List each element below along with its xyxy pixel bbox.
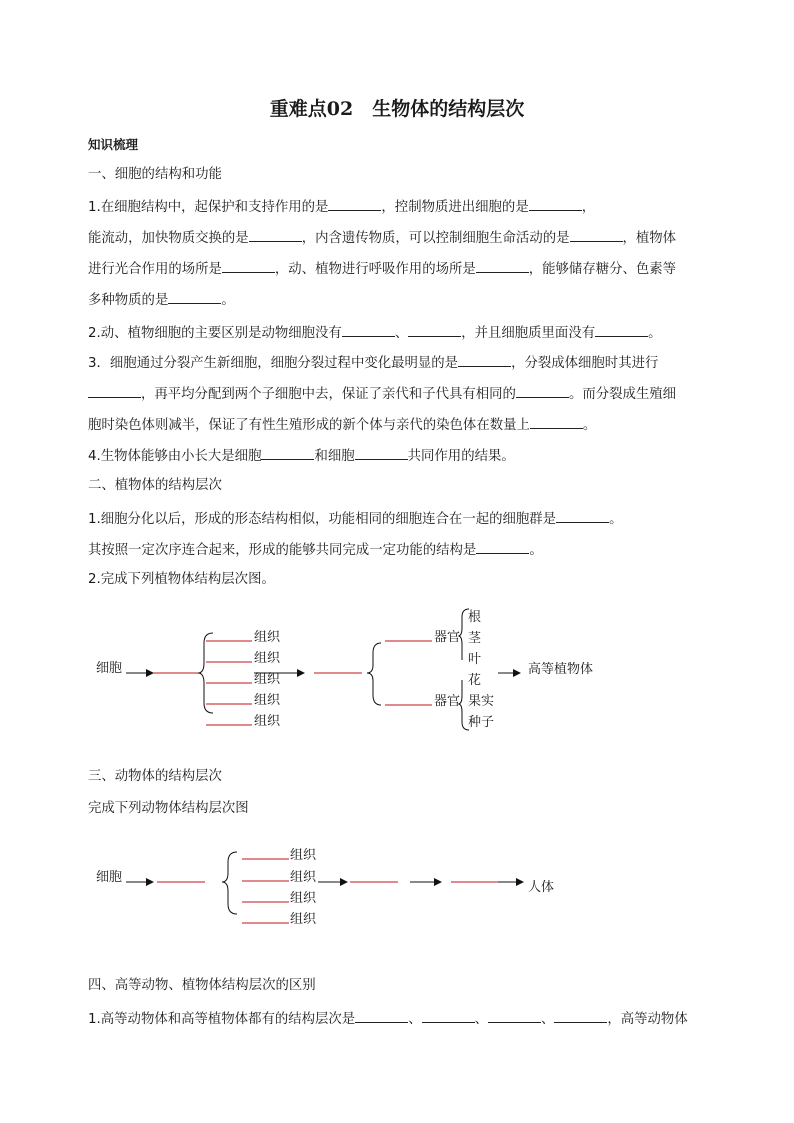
part1-q3-line1: 3．细胞通过分裂产生新细胞，细胞分裂过程中变化最明显的是 ，分裂成体细胞时其进行: [88, 353, 658, 373]
answer-blank[interactable]: [168, 290, 221, 304]
organ-name: 茎: [468, 631, 482, 646]
tissue-label: 组织: [254, 714, 281, 729]
answer-blank[interactable]: [88, 384, 141, 398]
brace-icon: [222, 852, 237, 914]
part1-q1-line1: 1.在细胞结构中，起保护和支持作用的是 ，控制物质进出细胞的是 ，: [88, 197, 595, 217]
part3-heading: 三、动物体的结构层次: [88, 769, 222, 784]
part1-q1-line2: 能流动，加快物质交换的是 ，内含遗传物质，可以控制细胞生命活动的是 ，植物体: [88, 228, 676, 248]
organ-name: 根: [468, 610, 482, 625]
answer-blank[interactable]: [408, 323, 461, 337]
answer-blank[interactable]: [249, 228, 302, 242]
section-heading: 知识梳理: [88, 137, 139, 152]
plant-end-label: 高等植物体: [528, 662, 594, 677]
answer-blank[interactable]: [422, 1009, 475, 1023]
organ-label: 器官: [434, 694, 461, 709]
part4-q1: 1.高等动物体和高等植物体都有的结构层次是 、 、 、 ，高等动物体: [88, 1009, 688, 1029]
brace-icon: [459, 680, 469, 730]
part1-heading: 一、细胞的结构和功能: [88, 167, 222, 182]
answer-blank[interactable]: [530, 415, 583, 429]
part4-heading: 四、高等动物、植物体结构层次的区别: [88, 978, 316, 993]
tissue-label: 组织: [254, 651, 281, 666]
answer-blank[interactable]: [488, 1009, 541, 1023]
answer-blank[interactable]: [476, 259, 529, 273]
plant-start-label: 细胞: [96, 661, 123, 676]
answer-blank[interactable]: [595, 323, 648, 337]
part1-q1-line4: 多种物质的是 。: [88, 290, 235, 310]
part2-q1b: 其按照一定次序连合起来，形成的能够共同完成一定功能的结构是 。: [88, 540, 543, 560]
answer-blank[interactable]: [355, 446, 408, 460]
tissue-label: 组织: [254, 630, 281, 645]
part2-q1: 1.细胞分化以后，形成的形态结构相似，功能相同的细胞连合在一起的细胞群是 。: [88, 509, 622, 529]
animal-start-label: 细胞: [96, 870, 123, 885]
tissue-label: 组织: [290, 912, 317, 927]
brace-icon: [367, 643, 381, 705]
answer-blank[interactable]: [516, 384, 569, 398]
organ-name: 种子: [468, 715, 495, 730]
animal-end-label: 人体: [528, 880, 555, 895]
answer-blank[interactable]: [529, 197, 582, 211]
organ-name: 花: [468, 673, 482, 688]
tissue-label: 组织: [254, 672, 281, 687]
page-title: 重难点02 生物体的结构层次: [269, 98, 525, 120]
part2-heading: 二、植物体的结构层次: [88, 478, 222, 493]
part1-q3-line3: 胞时染色体则减半，保证了有性生殖形成的新个体与亲代的染色体在数量上 。: [88, 415, 596, 435]
organ-name: 叶: [468, 652, 482, 667]
answer-blank[interactable]: [261, 446, 314, 460]
tissue-label: 组织: [254, 693, 281, 708]
organ-label: 器官: [434, 630, 461, 645]
answer-blank[interactable]: [556, 509, 609, 523]
answer-blank[interactable]: [458, 353, 511, 367]
answer-blank[interactable]: [342, 323, 395, 337]
answer-blank[interactable]: [328, 197, 381, 211]
answer-blank[interactable]: [570, 228, 623, 242]
tissue-label: 组织: [290, 848, 317, 863]
answer-blank[interactable]: [222, 259, 275, 273]
part3-instruction: 完成下列动物体结构层次图: [88, 801, 249, 816]
tissue-label: 组织: [290, 870, 317, 885]
part2-q2: 2.完成下列植物体结构层次图。: [88, 572, 275, 587]
answer-blank[interactable]: [554, 1009, 607, 1023]
answer-blank[interactable]: [476, 540, 529, 554]
brace-icon: [198, 633, 213, 713]
part1-q4: 4.生物体能够由小长大是细胞 和细胞 共同作用的结果。: [88, 446, 515, 466]
part1-q3-line2: ，再平均分配到两个子细胞中去，保证了亲代和子代具有相同的 。而分裂成生殖细: [88, 384, 676, 404]
part1-q2: 2.动、植物细胞的主要区别是动物细胞没有 、 ，并且细胞质里面没有 。: [88, 323, 662, 343]
tissue-label: 组织: [290, 891, 317, 906]
answer-blank[interactable]: [355, 1009, 408, 1023]
organ-name: 果实: [468, 694, 495, 709]
brace-icon: [459, 609, 469, 660]
part1-q1-line3: 进行光合作用的场所是 ，动、植物进行呼吸作用的场所是 ，能够储存糖分、色素等: [88, 259, 676, 279]
